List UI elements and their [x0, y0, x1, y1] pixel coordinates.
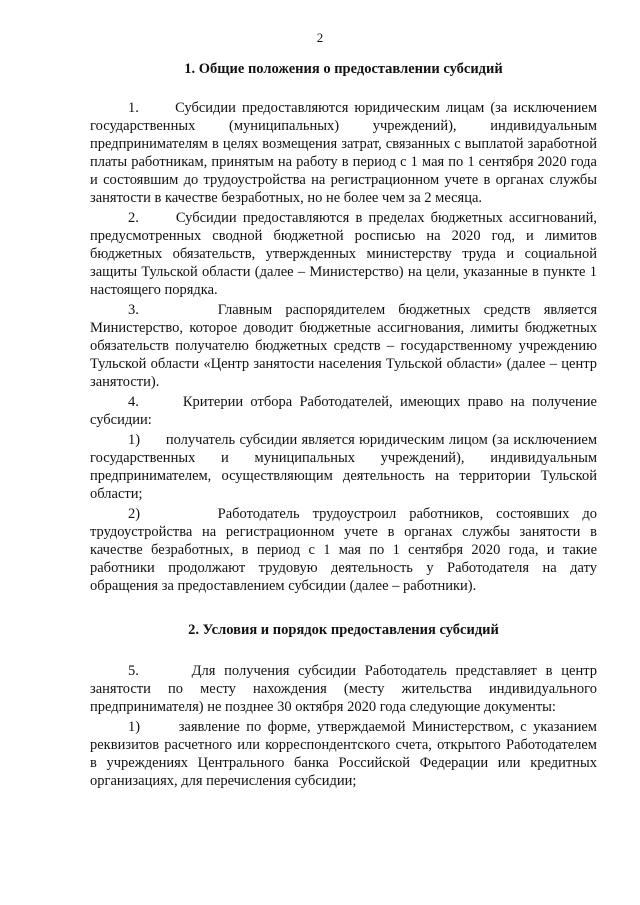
paragraph-5: 5. Для получения субсидии Работодатель представляет в центр занятости по месту нахождения (месту жительства индивидуального предпринимателя) не позднее 30 октября 2020 года следующие документы: [90, 663, 597, 715]
paragraph-2: 2. Субсидии предоставляются в пределах бюджетных ассигнований, предусмотренных сводной бюджетной росписью на 2020 год, и лимитов бюджетных обязательств, утвержденных министерству труда и социальной защиты Тульской области (далее – Министерство) на цели, указанные в пункте 1 настоящего порядка. [90, 210, 597, 298]
document-item-1: 1) заявление по форме, утверждаемой Министерством, с указанием реквизитов расчетного или корреспондентского счета, открытого Работодателем в учреждениях Центрального банка Российской Федерации или кредитных организациях, для перечисления субсидии; [90, 719, 597, 789]
paragraph-3: 3. Главным распорядителем бюджетных средств является Министерство, которое доводит бюджетные ассигнования, лимиты бюджетных обязательств получателю бюджетных средств – государственному учреждению Тульской области «Центр занятости населения Тульской области» (далее – центр занятости). [90, 302, 597, 390]
page-number: 2 [316, 30, 324, 45]
criterion-2: 2) Работодатель трудоустроил работников, состоявших до трудоустройства на регистрационном учете в органах службы занятости в качестве безработных, в период с 1 мая по 1 сентября 2020 года, и такие работники продолжают трудовую деятельность у Работодателя на дату обращения за предоставлением субсидии (далее – работники). [90, 506, 597, 594]
document-body [90, 60, 597, 792]
section-1-heading: 1. Общие положения о предоставлении субсидий [184, 61, 503, 77]
paragraph-4: 4. Критерии отбора Работодателей, имеющих право на получение субсидии: [90, 394, 597, 428]
criterion-1: 1) получатель субсидии является юридическим лицом (за исключением государственных и муниципальных учреждений), индивидуальным предпринимателем, осуществляющим деятельность на территории Тульской области; [90, 432, 597, 502]
paragraph-1: 1. Субсидии предоставляются юридическим лицам (за исключением государственных (муниципальных) учреждений), индивидуальным предпринимателям в целях возмещения затрат, связанных с выплатой заработной платы работникам, принятым на работу в период с 1 мая по 1 сентября 2020 года и состоявшим до трудоустройства на регистрационном учете в органах службы занятости в качестве безработных, но не более чем за 2 месяца. [90, 100, 597, 206]
section-2-heading: 2. Условия и порядок предоставления субсидий [188, 622, 499, 638]
